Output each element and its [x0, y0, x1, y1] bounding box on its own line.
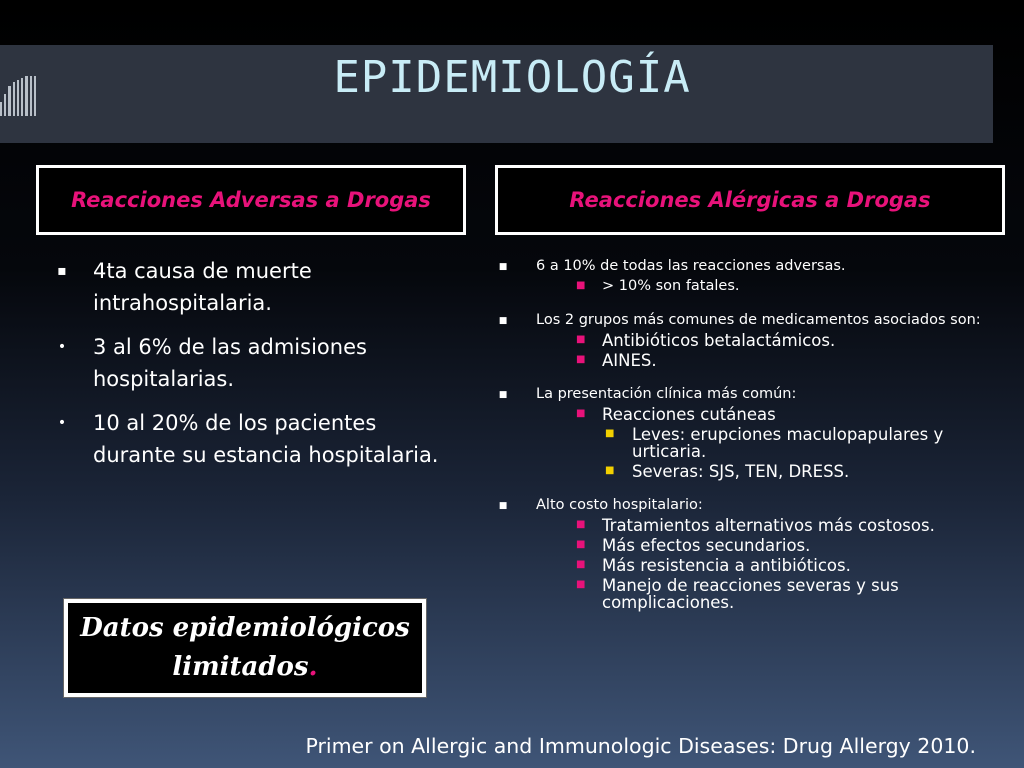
- list-item: ■ Reacciones cutáneas: [576, 405, 776, 424]
- square-bullet-icon: ■: [498, 316, 508, 326]
- note-period: .: [308, 652, 318, 682]
- square-bullet-icon: ■: [605, 465, 615, 476]
- list-item: ■ Antibióticos betalactámicos.: [576, 331, 836, 350]
- list-item: ■ Severas: SJS, TEN, DRESS.: [605, 462, 850, 481]
- square-bullet-icon: ■: [576, 334, 586, 345]
- square-bullet-icon: ■: [576, 539, 586, 550]
- adverse-reactions-header: Reacciones Adversas a Drogas: [36, 165, 466, 235]
- list-item: ■ Tratamientos alternativos más costosos.: [576, 516, 935, 535]
- dot-bullet-icon: •: [57, 415, 67, 431]
- limited-data-note: [64, 599, 426, 697]
- list-item: ■ Los 2 grupos más comunes de medicamentos asociados son:: [498, 312, 981, 328]
- list-item: ■ AINES.: [576, 351, 657, 370]
- list-item: ■ Más efectos secundarios.: [576, 536, 811, 555]
- square-bullet-icon: ■: [576, 408, 586, 419]
- square-bullet-icon: ■: [576, 579, 586, 590]
- list-item: ■ Manejo de reacciones severas y sus complicaciones.: [576, 576, 899, 612]
- list-item: • 10 al 20% de los pacientes durante su estancia hospitalaria.: [55, 407, 455, 471]
- square-bullet-icon: ■: [576, 280, 586, 291]
- list-item: ■ La presentación clínica más común:: [498, 386, 797, 402]
- list-item: • 3 al 6% de las admisiones hospitalarias.: [55, 331, 455, 395]
- square-bullet-icon: ■: [576, 559, 586, 570]
- square-bullet-icon: ■: [605, 428, 615, 439]
- list-item: ■ Alto costo hospitalario:: [498, 497, 703, 513]
- slide-title: EPIDEMIOLOGÍA: [333, 52, 691, 103]
- square-bullet-icon: ■: [498, 390, 508, 400]
- note-line-1: Datos epidemiológicos: [80, 613, 410, 643]
- dot-bullet-icon: •: [57, 339, 67, 355]
- list-item: ■ Leves: erupciones maculopapulares y urticaria.: [605, 425, 944, 461]
- square-bullet-icon: ■: [498, 501, 508, 511]
- list-item: ■ 6 a 10% de todas las reacciones adversas.: [498, 258, 846, 274]
- note-line-2: limitados: [172, 652, 309, 682]
- adverse-reactions-list: [55, 255, 455, 483]
- list-item: ■ > 10% son fatales.: [576, 278, 740, 294]
- list-item: ■ Más resistencia a antibióticos.: [576, 556, 851, 575]
- square-bullet-icon: ■: [498, 262, 508, 272]
- square-bullet-icon: ■: [576, 354, 586, 365]
- citation-footer: Primer on Allergic and Immunologic Diseases: Drug Allergy 2010.: [305, 734, 976, 758]
- allergic-reactions-list: [498, 258, 998, 611]
- allergic-reactions-header: Reacciones Alérgicas a Drogas: [495, 165, 1005, 235]
- square-bullet-icon: ■: [576, 519, 586, 530]
- square-bullet-icon: ▪: [57, 263, 67, 279]
- list-item: ▪ 4ta causa de muerte intrahospitalaria.: [55, 255, 455, 319]
